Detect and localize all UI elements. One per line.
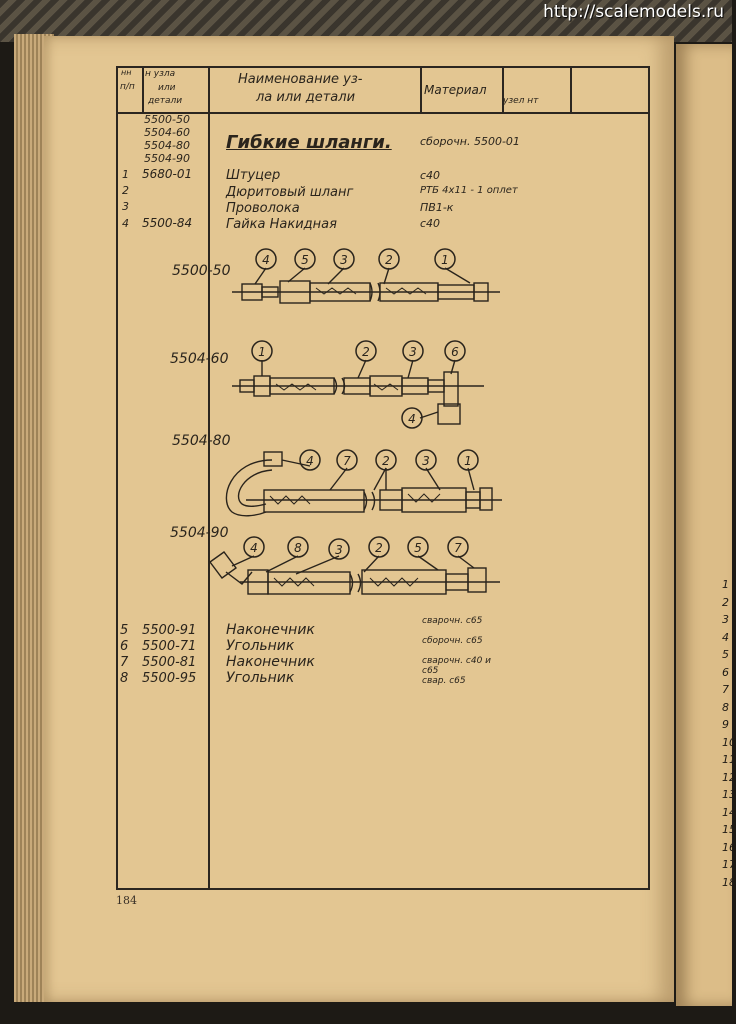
next-page-row-number: 6 xyxy=(722,665,729,679)
header-col3-line1: Наименование уз- xyxy=(238,72,363,87)
header-col2-line2: или xyxy=(158,83,176,93)
part-material: ПВ1-к xyxy=(420,201,454,214)
next-page-row-number: 9 xyxy=(722,718,729,731)
assembly-code: 5504-80 xyxy=(144,139,190,152)
next-page-row-number: 15 xyxy=(722,823,736,836)
part-material: сборочн. с65 xyxy=(422,636,483,646)
diagram-label: 5504-60 xyxy=(170,351,229,367)
assembly-code: 5500-50 xyxy=(144,113,190,126)
callout: 3 xyxy=(335,543,343,557)
part-num: 4 xyxy=(122,217,129,230)
section-title: Гибкие шланги. xyxy=(226,132,392,153)
part-code: 5500-84 xyxy=(142,216,193,230)
header-col2-line1: н узла xyxy=(145,69,176,79)
part-code: 5680-01 xyxy=(142,167,193,181)
callout: 2 xyxy=(385,253,393,267)
header-col5: узел нт xyxy=(503,96,539,106)
callout: 1 xyxy=(258,345,266,359)
part-num: 2 xyxy=(122,184,129,197)
next-page-row-number: 4 xyxy=(722,630,729,644)
header-col2-line3: детали xyxy=(148,96,183,106)
diagram-label: 5500-50 xyxy=(172,263,231,279)
callout: 4 xyxy=(262,253,270,267)
next-page-row-number: 18 xyxy=(722,875,736,889)
part-name: Дюритовый шланг xyxy=(226,185,354,200)
header-col1-line2: п/п xyxy=(120,82,135,92)
header-col3-line2: ла или детали xyxy=(256,90,356,105)
part-num: 6 xyxy=(120,639,129,654)
callout: 1 xyxy=(464,454,472,468)
callout: 2 xyxy=(375,541,383,555)
next-page-row-number: 2 xyxy=(722,595,729,609)
callout: 1 xyxy=(441,253,449,267)
next-page-row-number: 8 xyxy=(722,700,729,714)
next-page-row-number: 7 xyxy=(722,683,729,696)
callout: 7 xyxy=(343,454,351,468)
next-page-row-number: 3 xyxy=(722,613,729,626)
callout: 5 xyxy=(301,253,309,267)
part-name: Гайка Накидная xyxy=(226,217,337,232)
next-page-row-number: 16 xyxy=(722,840,736,854)
next-page-row-number: 11 xyxy=(722,753,736,766)
part-name: Угольник xyxy=(226,670,295,686)
watermark: http://scalemodels.ru xyxy=(543,2,724,22)
part-material: с40 xyxy=(420,217,441,230)
callout: 3 xyxy=(340,253,348,267)
part-material: с40 xyxy=(420,169,441,182)
callout: 3 xyxy=(422,454,430,468)
part-name: Угольник xyxy=(226,638,295,654)
part-material: сварочн. с40 и с65 xyxy=(422,656,492,676)
part-name: Штуцер xyxy=(226,168,281,183)
next-page-row-number: 12 xyxy=(722,770,736,784)
callout: 8 xyxy=(294,541,302,555)
part-num: 5 xyxy=(120,623,129,638)
part-name: Проволока xyxy=(226,201,300,216)
callout: 2 xyxy=(382,454,390,468)
part-num: 1 xyxy=(122,168,129,181)
callout: 4 xyxy=(408,412,416,426)
part-material: сварочн. с65 xyxy=(422,616,483,626)
part-code: 5500-81 xyxy=(142,655,197,670)
next-page-row-number: 14 xyxy=(722,805,736,819)
callout: 6 xyxy=(451,345,459,359)
part-material: РТБ 4х11 - 1 оплет xyxy=(420,185,518,196)
callout: 4 xyxy=(306,454,314,468)
assembly-code: 5504-60 xyxy=(144,126,190,139)
part-name: Наконечник xyxy=(226,622,315,638)
next-page-row-number: 17 xyxy=(722,858,736,871)
part-num: 7 xyxy=(120,655,129,670)
callout: 3 xyxy=(409,345,417,359)
callout: 2 xyxy=(362,345,370,359)
diagram-label: 5504-90 xyxy=(170,525,229,541)
assembly-code: 5504-90 xyxy=(144,152,190,165)
part-code: 5500-71 xyxy=(142,639,197,654)
part-code: 5500-91 xyxy=(142,623,197,638)
next-page-row-number: 10 xyxy=(722,735,736,749)
part-num: 8 xyxy=(120,671,129,686)
part-code: 5500-95 xyxy=(142,671,197,686)
header-col1-line1: нн xyxy=(121,68,132,77)
part-material: свар. с65 xyxy=(422,676,466,686)
next-page-row-number: 5 xyxy=(722,648,729,661)
assembly-material: сборочн. 5500-01 xyxy=(420,135,520,148)
callout: 4 xyxy=(250,541,258,555)
header-col4: Материал xyxy=(424,83,487,97)
callout: 5 xyxy=(414,541,422,555)
page-number: 184 xyxy=(116,894,137,907)
next-page-row-number: 13 xyxy=(722,788,736,801)
diagram-label: 5504-80 xyxy=(172,433,231,449)
part-name: Наконечник xyxy=(226,654,315,670)
next-page-row-number: 1 xyxy=(722,578,729,591)
callout: 7 xyxy=(454,541,462,555)
part-num: 3 xyxy=(122,200,129,213)
